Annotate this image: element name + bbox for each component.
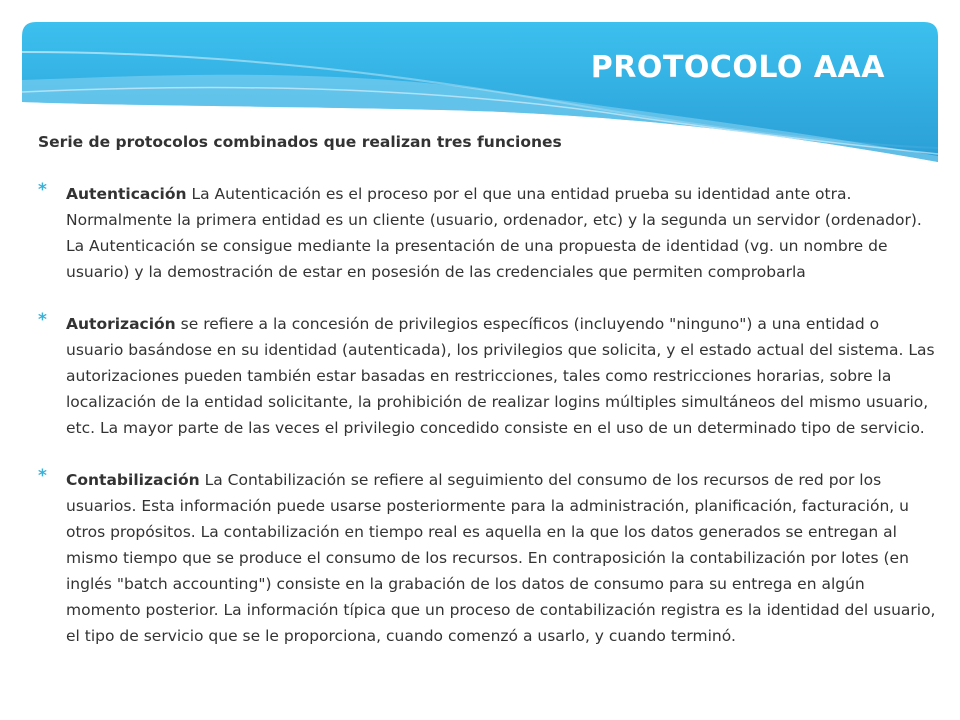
- bullet-marker: *: [38, 310, 47, 330]
- list-item-body: [66, 467, 938, 649]
- list-item: [38, 181, 938, 285]
- list-item-body: [66, 181, 938, 285]
- bullet-list: [38, 181, 938, 675]
- list-item-text: La Autenticación es el proceso por el que una entidad prueba su identidad ante otra. Normalmente la primera entidad es un cliente (usuario, ordenador, etc) y la segunda un servidor (ordenador). La Autenticación se consigue mediante la presentación de una propuesta de identidad (vg. un nombre de usuario) y la demostración de estar en posesión de las credenciales que permiten comprobarla: [66, 185, 922, 281]
- list-item-term: Contabilización: [66, 471, 200, 489]
- list-item: [38, 311, 938, 441]
- slide-title: PROTOCOLO AAA: [590, 50, 885, 85]
- list-item-term: Autenticación: [66, 185, 187, 203]
- bullet-marker: *: [38, 180, 47, 200]
- list-item-body: [66, 311, 938, 441]
- bullet-marker: *: [38, 466, 47, 486]
- list-item-text: La Contabilización se refiere al seguimiento del consumo de los recursos de red por los usuarios. Esta información puede usarse posteriormente para la administración, planificación, facturación, u otros propósitos. La contabilización en tiempo real es aquella en la que los datos generados se entregan al mismo tiempo que se produce el consumo de los recursos. En contraposición la contabilización por lotes (en inglés "batch accounting") consiste en la grabación de los datos de consumo para su entrega en algún momento posterior. La información típica que un proceso de contabilización registra es la identidad del usuario, el tipo de servicio que se le proporciona, cuando comenzó a usarlo, y cuando terminó.: [66, 471, 936, 645]
- list-item: [38, 467, 938, 649]
- slide-subtitle: Serie de protocolos combinados que realizan tres funciones: [38, 133, 562, 151]
- list-item-text: se refiere a la concesión de privilegios específicos (incluyendo "ninguno") a una entidad o usuario basándose en su identidad (autenticada), los privilegios que solicita, y el estado actual del sistema. Las autorizaciones pueden también estar basadas en restricciones, tales como restricciones horarias, sobre la localización de la entidad solicitante, la prohibición de realizar logins múltiples simultáneos del mismo usuario, etc. La mayor parte de las veces el privilegio concedido consiste en el uso de un determinado tipo de servicio.: [66, 315, 935, 437]
- list-item-term: Autorización: [66, 315, 176, 333]
